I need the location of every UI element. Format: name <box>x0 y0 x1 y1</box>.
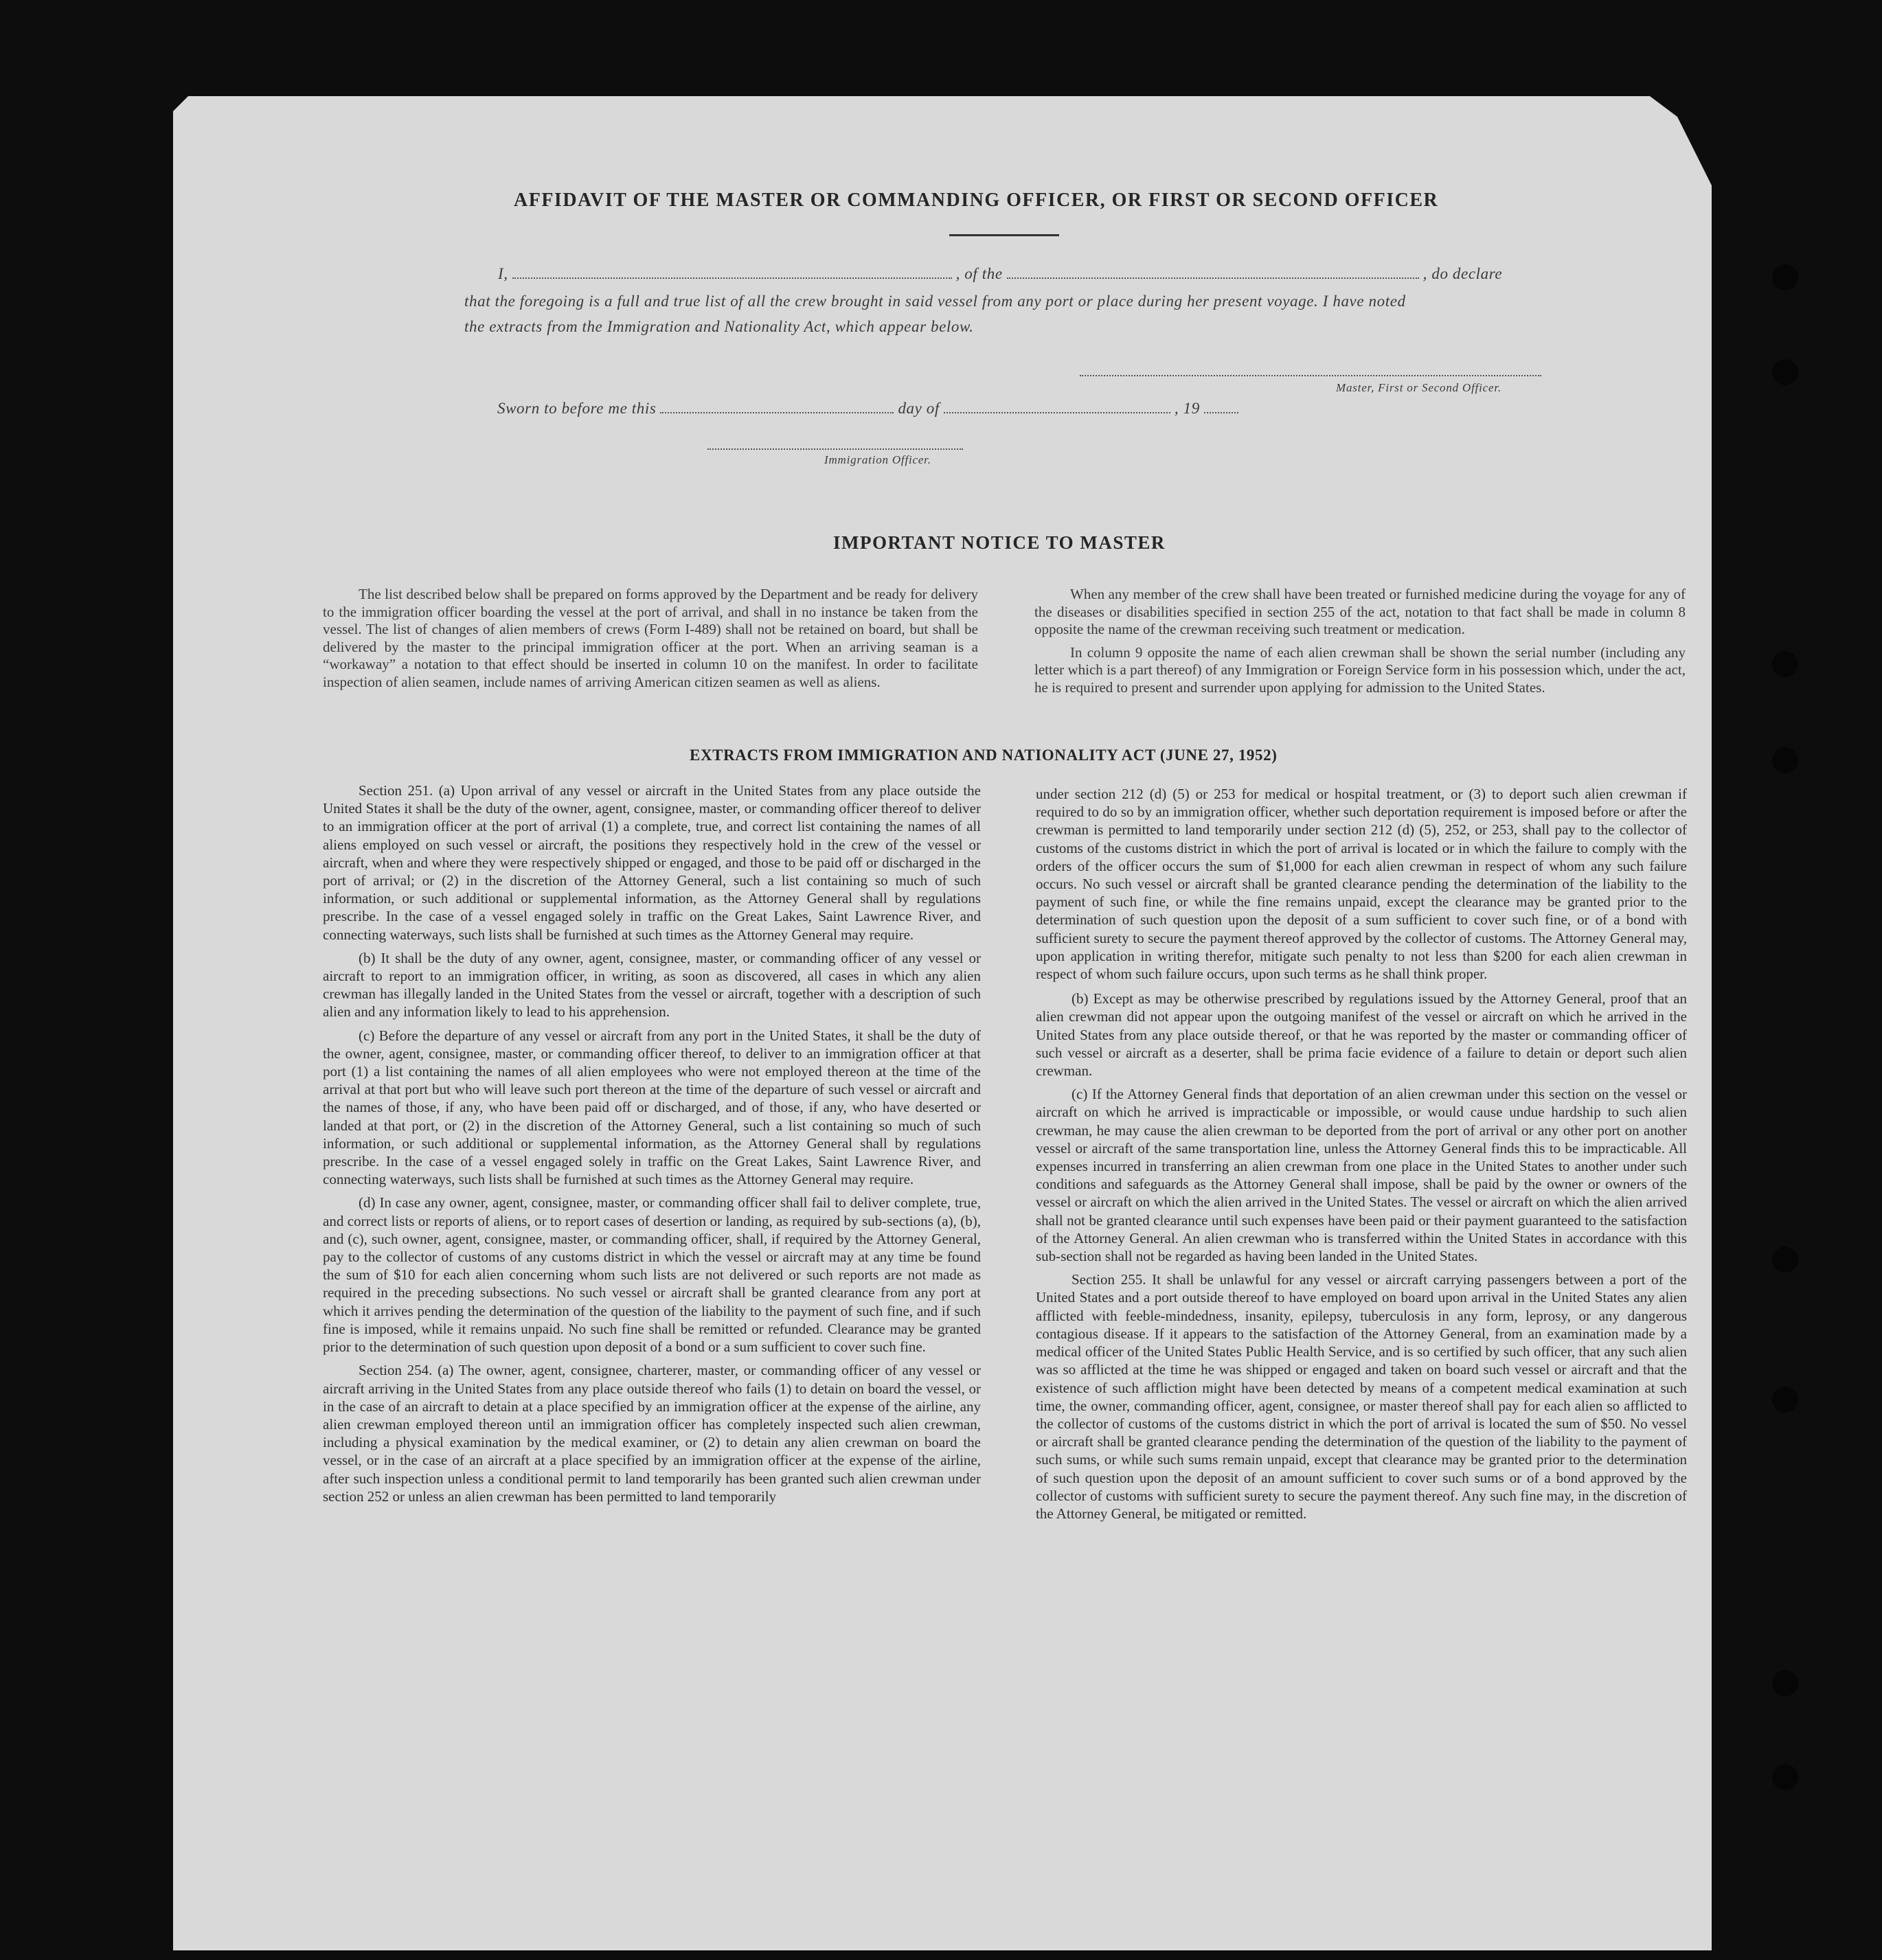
punch-hole <box>1772 1670 1798 1696</box>
section-251-a: Section 251. (a) Upon arrival of any vessel or aircraft in the United States from any place outside the United States it shall be the duty of the owner, agent, consignee, master, or commanding officer thereof to deliver to an immigration officer at the port of arrival (1) a complete, true, and correct list containing the names of all aliens employed on such vessel or aircraft, the positions they respectively hold in the crew of the vessel or aircraft, when and where they were respectively shipped or engaged, and those to be paid off or discharged in the port of arrival; or (2) in the discretion of the Attorney General, such a list containing so much of such information, or such additional or supplemental information, as the Attorney General shall by regulations prescribe. In the case of a vessel engaged solely in traffic on the Great Lakes, Saint Lawrence River, and connecting waterways, such lists shall be furnished at such times as the Attorney General may require. <box>323 782 981 943</box>
notice-left-paragraph: The list described below shall be prepared on forms approved by the Department and be ready for delivery to the immigration officer boarding the vessel at the port of arrival, and shall in no instance be taken from the vessel. The list of changes of alien members of crews (Form I-489) shall not be retained on board, but shall be delivered by the master to the principal immigration officer at the port. When an arriving seaman is a “workaway” a notation to that effect should be inserted in column 10 on the manifest. In order to facilitate inspection of alien seamen, include names of arriving American citizen seamen as well as aliens. <box>323 586 978 690</box>
title-underline <box>949 234 1059 236</box>
notice-right-paragraph-1: When any member of the crew shall have been treated or furnished medicine during the voyage for any of the diseases or disabilities specified in section 255 of the act, notation to that fact shall be made in column 8 opposite the name of the crewman receiving such treatment or medication. <box>1034 586 1686 637</box>
punch-hole <box>1772 264 1798 290</box>
extracts-title: EXTRACTS FROM IMMIGRATION AND NATIONALITY ACT (JUNE 27, 1952) <box>690 747 1278 764</box>
sworn-label: Sworn to before me this <box>497 400 657 417</box>
section-254-a: Section 254. (a) The owner, agent, consignee, charterer, master, or commanding officer of any vessel or aircraft arriving in the United States from any place outside thereof who fails (1) to detain on board the vessel, or in the case of an aircraft to detain at a place specified by an immigration officer at the expense of the airline, any alien crewman employed thereon until an immigration officer has completely inspected such alien crewman, including a physical examination by the medical examiner, or (2) to detain any alien crewman on board the vessel, or in the case of an aircraft at a place specified by an immigration officer at the expense of the airline, after such inspection unless a conditional permit to land temporarily has been granted such alien crewman under section 252 or unless an alien crewman has been permitted to land temporarily <box>323 1362 981 1505</box>
notice-title: IMPORTANT NOTICE TO MASTER <box>833 532 1166 553</box>
section-251-b: (b) It shall be the duty of any owner, agent, consignee, master, or commanding officer of any vessel or aircraft to report to an immigration officer, in writing, as soon as discovered, all cases in which any alien crewman has illegally landed in the United States from the vessel or aircraft, together with a description of such alien and any information likely to lead to his apprehension. <box>323 949 981 1021</box>
section-254-b: (b) Except as may be otherwise prescribed by regulations issued by the Attorney General, proof that an alien crewman did not appear upon the outgoing manifest of the vessel or aircraft on which he arrived in the United States from any place outside thereof, or that he was reported by the master or commanding officer of such vessel or aircraft as a deserter, shall be prima facie evidence of a failure to detain or deport such alien crewman. <box>1036 990 1687 1080</box>
section-255: Section 255. It shall be unlawful for any vessel or aircraft carrying passengers between a port of the United States and a port outside thereof to have employed on board upon arrival in the United States any alien afflicted with feeble-mindedness, insanity, epilepsy, tuberculosis in any form, leprosy, or any dangerous contagious disease. If it appears to the satisfaction of the Attorney General, from an examination made by a medical officer of the United States Public Health Service, and is so certified by such officer, that any such alien was so afflicted at the time he was shipped or engaged and taken on board such vessel or aircraft and that the existence of such affliction might have been detected by means of a competent medical examination at such time, the owner, commanding officer, agent, consignee, or master thereof shall pay for each alien so afflicted to the collector of customs of the customs district in which the port of arrival is located the sum of $50. No vessel or aircraft shall be granted clearance pending the determination of the question of the liability to the payment of such sums, or while such sums remain unpaid, except that clearance may be granted prior to the determination of such question upon the deposit of an amount sufficient to cover such sums or of a bond approved by the collector of customs with sufficient surety to secure the payment thereof. Any such fine may, in the discretion of the Attorney General, be mitigated or remitted. <box>1036 1271 1687 1522</box>
officer-caption: Immigration Officer. <box>824 453 931 466</box>
extracts-right-column <box>1036 785 1687 1528</box>
punch-hole <box>1772 1246 1798 1273</box>
extracts-left-column <box>323 782 981 1511</box>
section-251-d: (d) In case any owner, agent, consignee, master, or commanding officer shall fail to deliver complete, true, and correct lists or reports of aliens, or to report cases of desertion or landing, as required by sub-sections (a), (b), and (c), such owner, agent, consignee, master, or commanding officer, shall, if required by the Attorney General, pay to the collector of customs of any customs district in which the vessel or aircraft may at any time be found the sum of $10 for each alien concerning whom such lists are not delivered or such reports are not made as required in the preceding subsections. No such vessel or aircraft shall be granted clearance from any port at which it arrives pending the determination of the question of the liability to the payment of such fine, and if such fine is imposed, while it remains unpaid. No such fine shall be remitted or refunded. Clearance may be granted prior to the determination of such question upon deposit of a bond or a sum sufficient to cover such fine. <box>323 1194 981 1356</box>
sworn-line <box>497 400 1243 418</box>
declarant-pronoun: I, <box>498 265 508 282</box>
name-blank[interactable] <box>512 266 952 279</box>
sworn-year-blank[interactable] <box>1204 401 1238 413</box>
declaration-line-3: the extracts from the Immigration and Nationality Act, which appear below. <box>464 318 974 335</box>
punch-hole <box>1772 1387 1798 1413</box>
of-the-label: , of the <box>955 265 1003 282</box>
sworn-day-blank[interactable] <box>660 401 894 413</box>
master-caption: Master, First or Second Officer. <box>1336 381 1501 394</box>
section-254-a-continued: under section 212 (d) (5) or 253 for medical or hospital treatment, or (3) to deport such alien crewman if required to do so by an immigration officer, whether such deportation requirement is imposed before or after the crewman is permitted to land temporarily under section 212 (d) (5), 252, or 253, shall pay to the collector of customs of the customs district in which the port of arrival is located or in which the failure to comply with the orders of the officer occurs the sum of $1,000 for each alien crewman in respect of whom any such failure occurs. No such vessel or aircraft shall be granted clearance pending the determination of the liability to the payment of such fine, or while the fine remains unpaid, except the clearance may be granted prior to the determination of such question upon the deposit of a sum sufficient to cover such fine, or of a bond with sufficient surety to secure the payment thereof approved by the collector of customs. The Attorney General may, upon application in writing therefor, mitigate such penalty to not less than $200 for each alien crewman in respect of whom such failure occurs, upon such terms as he shall think proper. <box>1036 786 1687 983</box>
officer-signature-line[interactable] <box>707 448 963 450</box>
year-prefix: , 19 <box>1174 400 1200 417</box>
do-declare-label: , do declare <box>1422 265 1503 282</box>
declaration-line-1 <box>498 265 1502 283</box>
section-254-c: (c) If the Attorney General finds that deportation of an alien crewman under this section on the vessel or aircraft on which he arrived is impracticable or impossible, or would cause undue hardship to such alien crewman, he may cause the alien crewman to be deported from the port of arrival or any other port on another vessel or aircraft of the same transportation line, unless the Attorney General finds this to be impracticable. All expenses incurred in transferring an alien crewman from one place in the United States to another under such conditions and safeguards as the Attorney General shall impose, shall be paid by the owner or owners of the vessel or aircraft on which the alien arrived in the United States. The vessel or aircraft on which the alien arrived shall not be granted clearance until such expenses have been paid or their payment guaranteed to the satisfaction of the Attorney General. An alien crewman who is transferred within the United States in accordance with this sub-section shall not be regarded as having been landed in the United States. <box>1036 1086 1687 1265</box>
notice-right-paragraph-2: In column 9 opposite the name of each alien crewman shall be shown the serial number (including any letter which is a part thereof) of any Immigration or Foreign Service form in his possession which, under the act, he is required to present and surrender upon applying for admission to the United States. <box>1034 643 1686 696</box>
affidavit-title: AFFIDAVIT OF THE MASTER OR COMMANDING OFFICER, OR FIRST OR SECOND OFFICER <box>514 190 1439 211</box>
punch-hole <box>1772 747 1798 773</box>
master-signature-line[interactable] <box>1080 375 1541 376</box>
declaration-line-2: that the foregoing is a full and true list of all the crew brought in said vessel from any port or place during her present voyage. I have noted <box>464 293 1406 310</box>
day-of-label: day of <box>898 400 940 417</box>
punch-hole <box>1772 359 1798 385</box>
notice-left-column <box>323 586 978 696</box>
punch-hole <box>1772 651 1798 677</box>
punch-hole <box>1772 1764 1798 1790</box>
sworn-month-blank[interactable] <box>944 401 1170 413</box>
notice-right-column <box>1034 586 1686 702</box>
vessel-blank[interactable] <box>1007 266 1419 279</box>
section-251-c: (c) Before the departure of any vessel or aircraft from any port in the United States, it shall be the duty of the owner, agent, consignee, master, or commanding officer thereof, to deliver to an immigration officer at that port (1) a list containing the names of all alien employees who were not employed thereon at the time of the arrival at that port but who will leave such port thereon at the time of the departure of such vessel or aircraft and the names of those, if any, who have been paid off or discharged, and of those, if any, who have deserted or landed at that port, or (2) in the discretion of the Attorney General, such a list containing so much of such information, or such additional or supplemental information, as the Attorney General shall by regulations prescribe. In the case of a vessel engaged solely in traffic on the Great Lakes, Saint Lawrence River, and connecting waterways, such lists shall be furnished at such times as the Attorney General may require. <box>323 1027 981 1188</box>
